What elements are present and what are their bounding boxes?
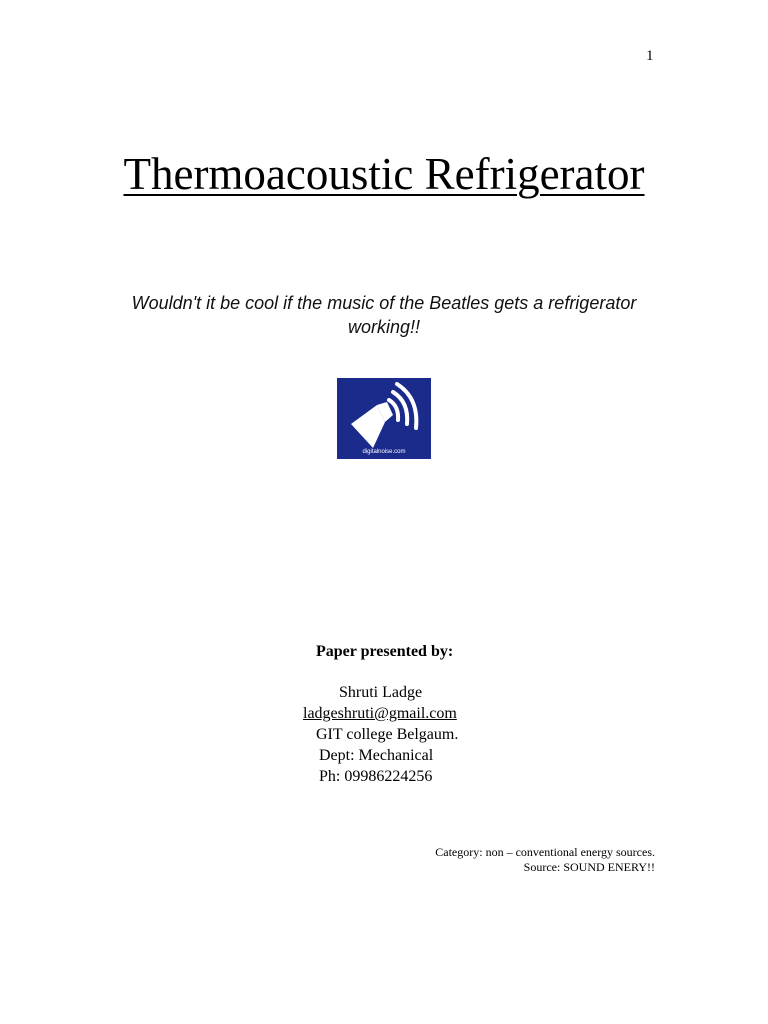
source-line: Source: SOUND ENERY!! [523, 860, 655, 874]
page-number: 1 [646, 48, 654, 64]
presenter-name: Shruti Ladge [339, 684, 423, 701]
presenter-college: GIT college Belgaum. [316, 726, 459, 743]
speaker-sound-waves-icon [337, 378, 431, 459]
presenter-dept: Dept: Mechanical [319, 747, 434, 764]
tagline: Wouldn't it be cool if the music of the Beatles gets a refrigerator working!! [131, 293, 637, 337]
logo [337, 378, 431, 459]
category-line: Category: non – conventional energy sources. [435, 845, 655, 859]
logo-caption: digitalnoise.com [362, 449, 406, 455]
page-title [0, 148, 768, 200]
category-block [435, 845, 655, 875]
presenter-heading: Paper presented by: [316, 643, 454, 660]
presenter-phone: Ph: 09986224256 [319, 768, 433, 785]
title-text: Thermoacoustic Refrigerator [123, 149, 645, 199]
presenter-email-link[interactable]: ladgeshruti@gmail.com [303, 705, 457, 722]
